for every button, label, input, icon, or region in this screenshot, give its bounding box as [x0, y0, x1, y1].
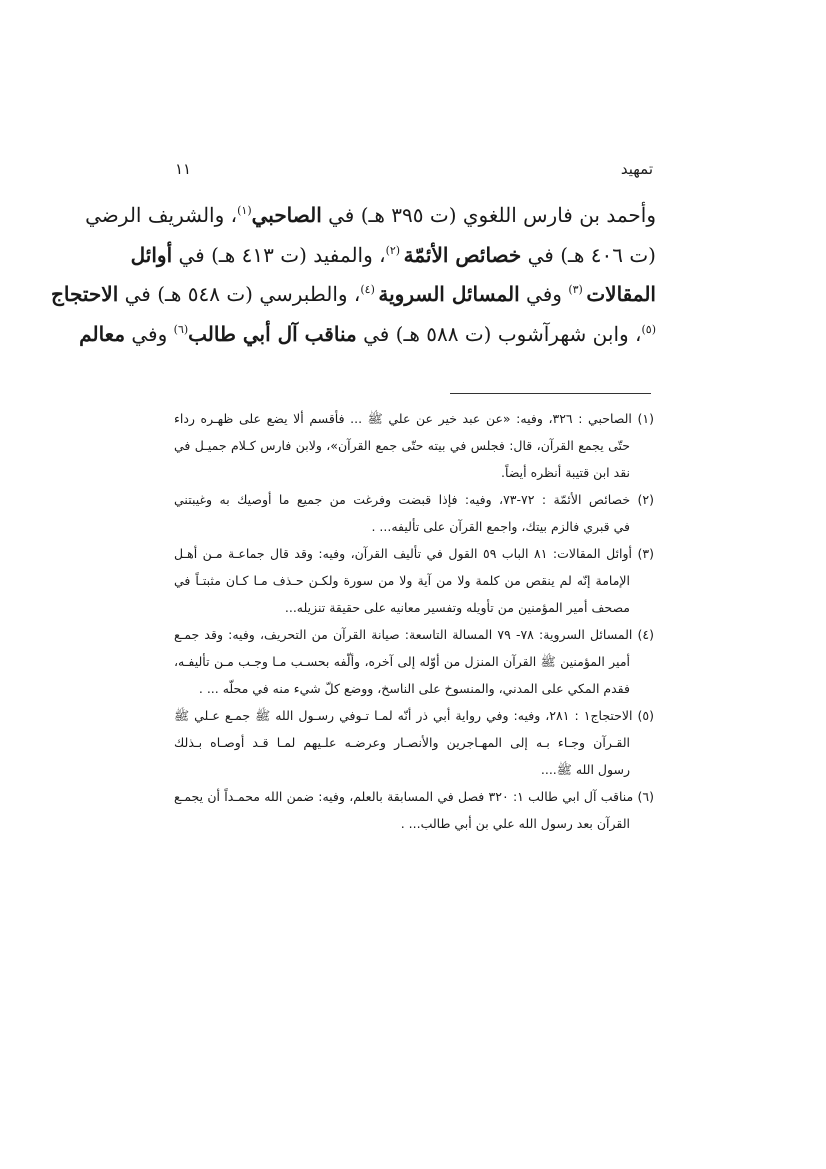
footnote-ref: (٥) [641, 322, 656, 336]
text-line: $^{(٥)}$، وابن شهرآشوب (ت ٥٨٨ هـ) في مناقب آل أبي طالب$^{(٦)}$ وفي معالم [79, 321, 656, 346]
footnote-separator [450, 393, 651, 394]
book-title: المسائل السروية [378, 282, 520, 306]
text-line: المقالات $^{(٣)}$ وفي المسائل السروية $^{(٤)}$، والطبرسي (ت ٥٤٨ هـ) في الاحتجاج [50, 282, 656, 306]
footnote-ref: (٤) [360, 283, 379, 296]
footnote-3 [174, 540, 654, 621]
book-title: معالم [79, 321, 126, 346]
footnote-line: حتّى يجمع القرآن، قال: فجلس في بيته حتّى جمع القرآن»، ولابن فارس كـلام جميـل في [174, 438, 630, 453]
footnote-1 [174, 405, 654, 486]
footnote-ref: (١) [237, 204, 252, 217]
footnote-line: (٣) أوائل المقالات: ٨١ الباب ٥٩ القول في تأليف القرآن، وفيه: وقد قال جماعـة مـن أهـل [174, 546, 654, 561]
page-header [175, 160, 653, 184]
footnote-line: نقد ابن قتيبة أنظره أيضاً. [501, 465, 630, 480]
footnote-line: القرآن بعد رسول الله علي بن أبي طالب... . [400, 816, 630, 831]
book-title: الصاحبي [251, 203, 322, 227]
footnote-line: (٤) المسائل السروية: ٧٨- ٧٩ المسالة التاسعة: صيانة القرآن من التحريف، وفيه: وقد جمـع [174, 627, 654, 642]
footnote-line: (٦) مناقب آل ابي طالب ١: ٣٢٠ فصل في المسابقة بالعلم، وفيه: ضمن الله محمـداً أن يجمـع [174, 789, 654, 804]
footnote-4 [174, 621, 654, 702]
footnote-5 [174, 702, 654, 783]
footnote-line: في قبري فالزم بيتك، واجمع القرآن على تأليفه... . [371, 519, 630, 534]
footnote-line: مصحف أمير المؤمنين من تأويله وتفسير معانيه على حقيقة تنزيله... [284, 600, 630, 615]
page-number: ١١ [175, 160, 192, 178]
footnote-ref: (٣) [568, 283, 587, 296]
book-title: أوائل [130, 242, 173, 267]
book-title: خصائص الأئمّة [403, 242, 522, 267]
footnote-2 [174, 486, 654, 540]
footnote-line: فقدم المكي على المدني، والمنسوخ على الناسخ، ووضع كلّ شيء منه في محلّه ... . [198, 681, 630, 696]
footnote-line: (١) الصاحبي : ٣٢٦، وفيه: «عن عبد خير عن علي ﷺ ... فأقسم ألا يضع على ظهـره رداء [174, 411, 654, 426]
book-title: مناقب آل أبي طالب [188, 321, 357, 346]
footnote-line: رسول الله ﷺ.... [540, 762, 630, 777]
book-title: المقالات [586, 282, 656, 306]
footnote-line: الإمامة إنّه لم ينقص من كلمة ولا من آية ولا من سورة ولكـن حـذف مـا كـان مثبتـاً في [174, 573, 630, 588]
footnote-ref: (٢) [385, 243, 404, 257]
main-text [50, 196, 656, 354]
footnote-line: (٢) خصائص الأئمّة : ٧٢-٧٣، وفيه: فإذا قبضت وفرغت من جميع ما أوصيك به وغيبتني [174, 492, 654, 507]
text-line: (ت ٤٠٦ هـ) في خصائص الأئمّة $^{(٢)}$، والمفيد (ت ٤١٣ هـ) في أوائل [130, 242, 656, 267]
footnote-line: القـرآن وجـاء بـه إلى المهـاجرين والأنصـار وعرضـه علـيهم لمـا قـد أوصـاه بـذلك [174, 735, 630, 750]
footnote-6 [174, 783, 654, 837]
running-title: تمهيد [620, 160, 653, 178]
footnote-line: أمير المؤمنين ﷺ القرآن المنزل من أوّله إلى آخره، وألّفه بحسـب مـا وجـب مـن تأليفـه، [174, 654, 630, 669]
footnotes [174, 405, 654, 837]
text-line: وأحمد بن فارس اللغوي (ت ٣٩٥ هـ) في الصاحبي$^{(١)}$، والشريف الرضي [85, 203, 656, 227]
footnote-ref: (٦) [173, 322, 189, 336]
book-title: الاحتجاج [50, 282, 119, 306]
footnote-line: (٥) الاحتجاج١ : ٢٨١، وفيه: وفي رواية أبي ذر أنّه لمـا تـوفي رسـول الله ﷺ جمـع عـلي ﷺ [174, 708, 654, 723]
